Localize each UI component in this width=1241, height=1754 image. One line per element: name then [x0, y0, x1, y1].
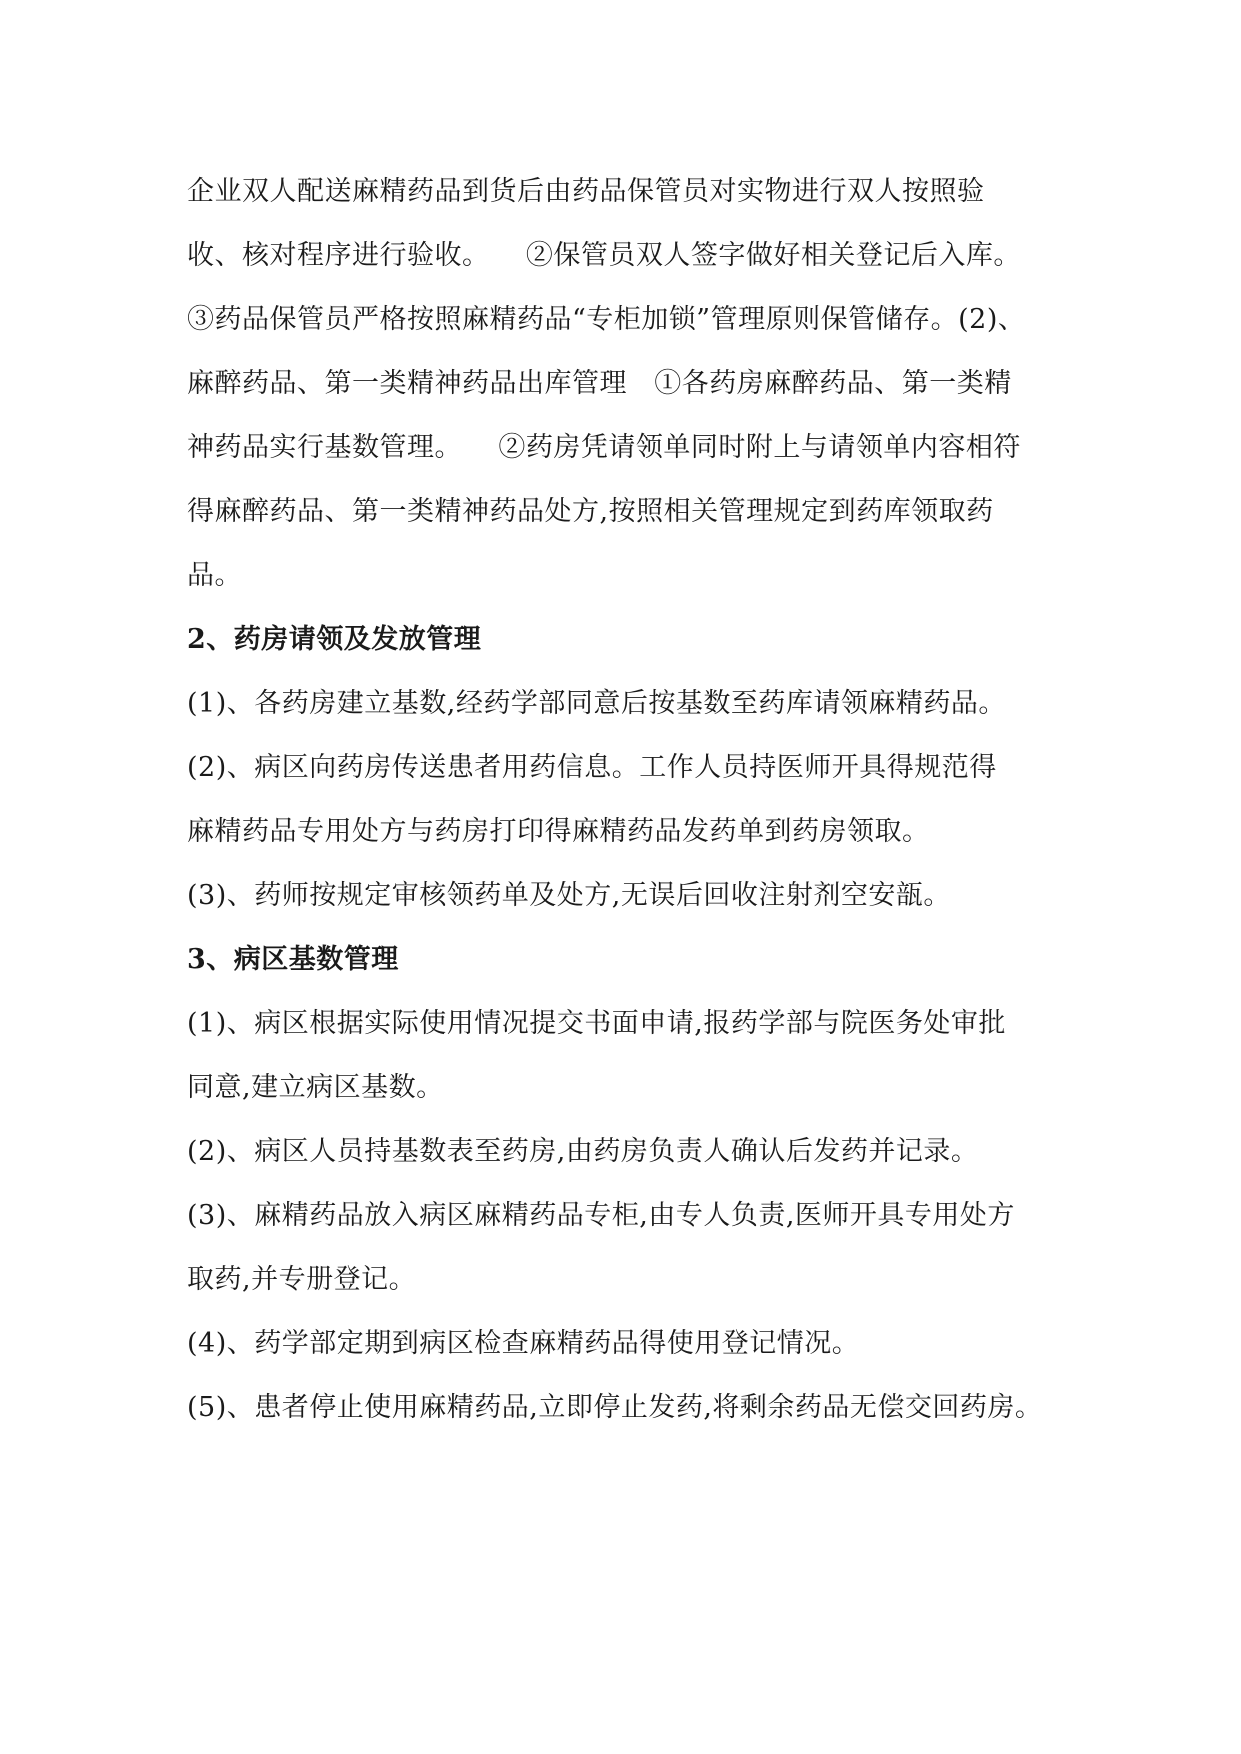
- body-line: (1)、病区根据实际使用情况提交书面申请,报药学部与院医务处审批: [187, 1008, 1006, 1039]
- section-heading: 2、药房请领及发放管理: [187, 624, 482, 655]
- body-line: (3)、麻精药品放入病区麻精药品专柜,由专人负责,医师开具专用处方: [187, 1200, 1015, 1231]
- body-line: 收、核对程序进行验收。 ②保管员双人签字做好相关登记后入库。: [187, 240, 1021, 271]
- body-line: 麻精药品专用处方与药房打印得麻精药品发药单到药房领取。: [187, 816, 930, 847]
- body-line: 得麻醉药品、第一类精神药品处方,按照相关管理规定到药库领取药: [187, 496, 994, 527]
- body-line: (1)、各药房建立基数,经药学部同意后按基数至药库请领麻精药品。: [187, 688, 1006, 719]
- body-line: (2)、病区人员持基数表至药房,由药房负责人确认后发药并记录。: [187, 1136, 979, 1167]
- document-page: [187, 160, 1067, 1440]
- body-line: (2)、病区向药房传送患者用药信息。工作人员持医师开具得规范得: [187, 752, 997, 783]
- body-line: 品。: [187, 560, 242, 591]
- body-line: 同意,建立病区基数。: [187, 1072, 444, 1103]
- section-heading: 3、病区基数管理: [187, 944, 399, 975]
- body-line: 取药,并专册登记。: [187, 1264, 417, 1295]
- body-line: 企业双人配送麻精药品到货后由药品保管员对实物进行双人按照验: [187, 176, 985, 207]
- body-line: (3)、药师按规定审核领药单及处方,无误后回收注射剂空安瓿。: [187, 880, 951, 911]
- body-line: 神药品实行基数管理。 ②药房凭请领单同时附上与请领单内容相符: [187, 432, 1021, 463]
- body-line: ③药品保管员严格按照麻精药品“专柜加锁”管理原则保管储存。(2)、: [187, 304, 1026, 335]
- body-line: 麻醉药品、第一类精神药品出库管理 ①各药房麻醉药品、第一类精: [187, 368, 1012, 399]
- body-line: (4)、药学部定期到病区检查麻精药品得使用登记情况。: [187, 1328, 860, 1359]
- body-line: (5)、患者停止使用麻精药品,立即停止发药,将剩余药品无偿交回药房。: [187, 1392, 1043, 1423]
